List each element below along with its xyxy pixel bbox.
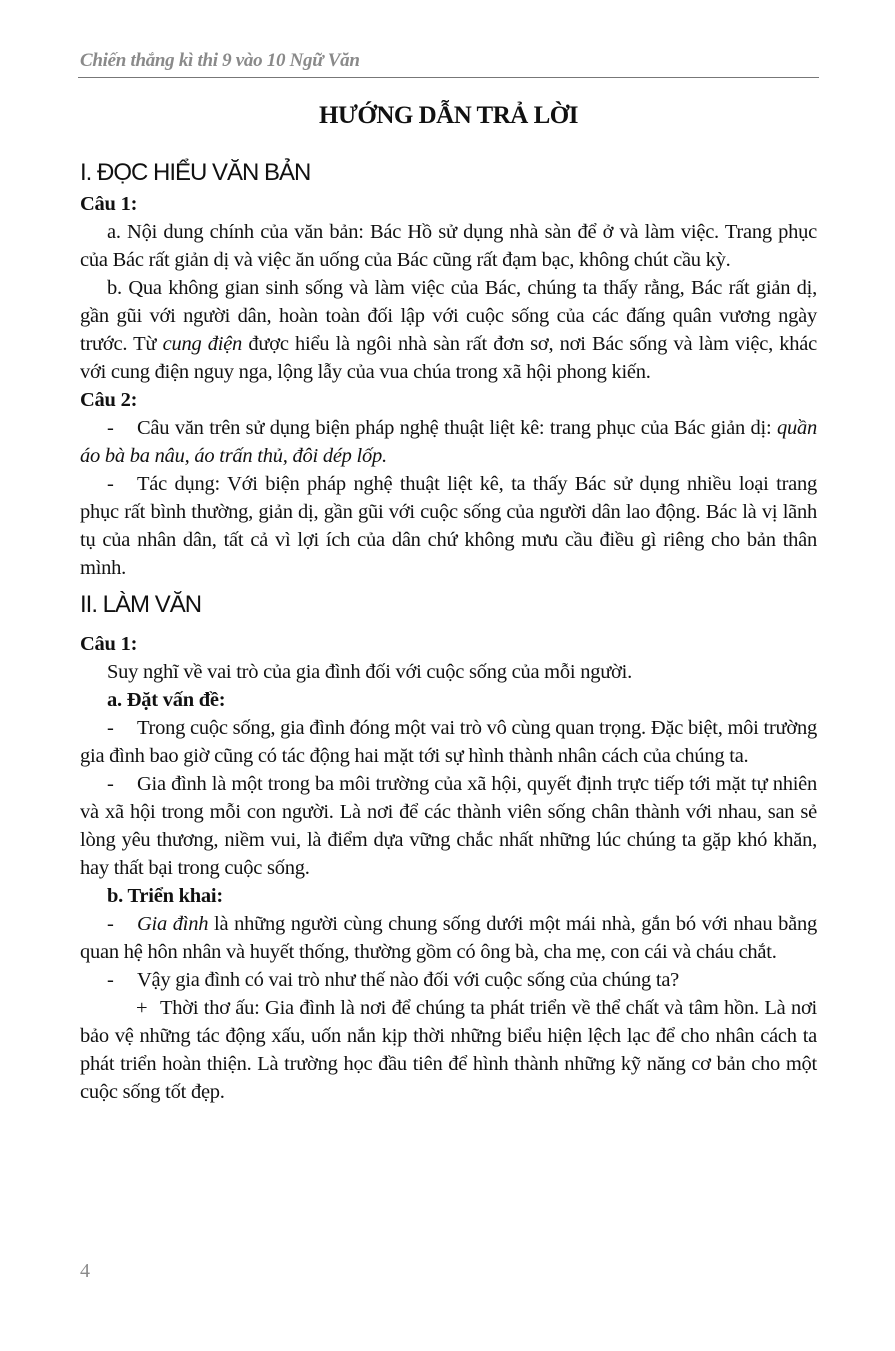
dash-bullet: - bbox=[107, 417, 114, 439]
dash-bullet: - bbox=[107, 473, 114, 495]
header-rule bbox=[78, 77, 819, 78]
question-label: Câu 1: bbox=[80, 193, 138, 215]
answer-paragraph bbox=[80, 274, 817, 386]
text: là những người cùng chung sống dưới một mái nhà, gắn bó với nhau bằng quan hệ hôn nhân và huyết thống, thường gồm có ông bà, cha mẹ, con cái và cháu chắt. bbox=[80, 913, 818, 963]
text: b. Qua không gian sinh sống và làm việc của Bác, chúng ta thấy rằng, Bác rất giản dị, gần gũi với người dân, hoàn toàn đối lập với cuộc sống của các đấng quân vương ngày trước. Từ bbox=[80, 277, 817, 355]
text: được hiểu là ngôi nhà sàn rất đơn sơ, nơi Bác sống và làm việc, khác với cung điện nguy nga, lộng lẫy của vua chúa trong xã hội phong kiến. bbox=[80, 333, 817, 383]
section-heading-reading: I. ĐỌC HIỂU VĂN BẢN bbox=[80, 159, 311, 186]
bullet-item bbox=[80, 714, 817, 770]
running-header: Chiến thắng kì thi 9 vào 10 Ngữ Văn bbox=[80, 50, 360, 71]
section-heading-writing: II. LÀM VĂN bbox=[80, 591, 202, 618]
subheading: b. Triển khai: bbox=[107, 885, 223, 907]
dash-bullet: - bbox=[107, 913, 114, 935]
page-title: HƯỚNG DẪN TRẢ LỜI bbox=[319, 102, 578, 129]
text: Trong cuộc sống, gia đình đóng một vai trò vô cùng quan trọng. Đặc biệt, môi trường gia đình bao giờ cũng có tác động hai mặt tới sự hình thành nhân cách của chúng ta. bbox=[80, 717, 817, 767]
italic-term: Gia đình bbox=[137, 913, 209, 935]
italic-term: cung điện bbox=[162, 333, 243, 355]
dash-bullet: - bbox=[107, 717, 114, 739]
page-content bbox=[80, 96, 817, 1106]
dash-bullet: - bbox=[107, 969, 114, 991]
text: Thời thơ ấu: Gia đình là nơi để chúng ta phát triển về thể chất và tâm hồn. Là nơi bảo vệ những tác động xấu, uốn nắn kịp thời những biểu hiện lệch lạc để cho nhân cách ta phát triển hoàn thiện. Là trường học đầu tiên để hình thành những kỹ năng cơ bản cho một cuộc sống tốt đẹp. bbox=[80, 997, 817, 1103]
prompt: Suy nghĩ về vai trò của gia đình đối với cuộc sống của mỗi người. bbox=[107, 661, 632, 683]
plus-bullet: + bbox=[136, 997, 148, 1019]
text: Tác dụng: Với biện pháp nghệ thuật liệt kê, ta thấy Bác sử dụng nhiều loại trang phục rất bình thường, giản dị, gần gũi với cuộc sống của người dân lao động. Bác là vị lãnh tụ của nhân dân, tất cả vì lợi ích của dân chứ không mưu cầu điều gì riêng cho bản thân mình. bbox=[80, 473, 817, 579]
question-label: Câu 1: bbox=[80, 633, 138, 655]
italic-quote: quần áo bà ba nâu, áo trấn thủ, đôi dép lốp. bbox=[80, 417, 817, 467]
question-label: Câu 2: bbox=[80, 389, 138, 411]
plus-item bbox=[80, 994, 817, 1106]
bullet-item bbox=[80, 470, 817, 582]
text: Câu văn trên sử dụng biện pháp nghệ thuật liệt kê: trang phục của Bác giản dị: bbox=[137, 417, 777, 439]
bullet-item bbox=[80, 966, 817, 994]
bullet-item bbox=[80, 770, 817, 882]
bullet-item bbox=[80, 910, 817, 966]
subheading: a. Đặt vấn đề: bbox=[107, 689, 226, 711]
page-number: 4 bbox=[80, 1260, 90, 1282]
bullet-item bbox=[80, 414, 817, 470]
text: Gia đình là một trong ba môi trường của xã hội, quyết định trực tiếp tới mặt tự nhiên và xã hội trong mỗi con người. Là nơi để các thành viên sống chân thành với nhau, san sẻ lòng yêu thương, niềm vui, là điểm dựa vững chắc nhất những lúc chúng ta gặp khó khăn, hay thất bại trong cuộc sống. bbox=[80, 773, 817, 879]
answer-paragraph: a. Nội dung chính của văn bản: Bác Hồ sử dụng nhà sàn để ở và làm việc. Trang phục của Bác rất giản dị và việc ăn uống của Bác cũng rất đạm bạc, không chút cầu kỳ. bbox=[80, 221, 817, 271]
text: Vậy gia đình có vai trò như thế nào đối với cuộc sống của chúng ta? bbox=[137, 969, 680, 991]
dash-bullet: - bbox=[107, 773, 114, 795]
